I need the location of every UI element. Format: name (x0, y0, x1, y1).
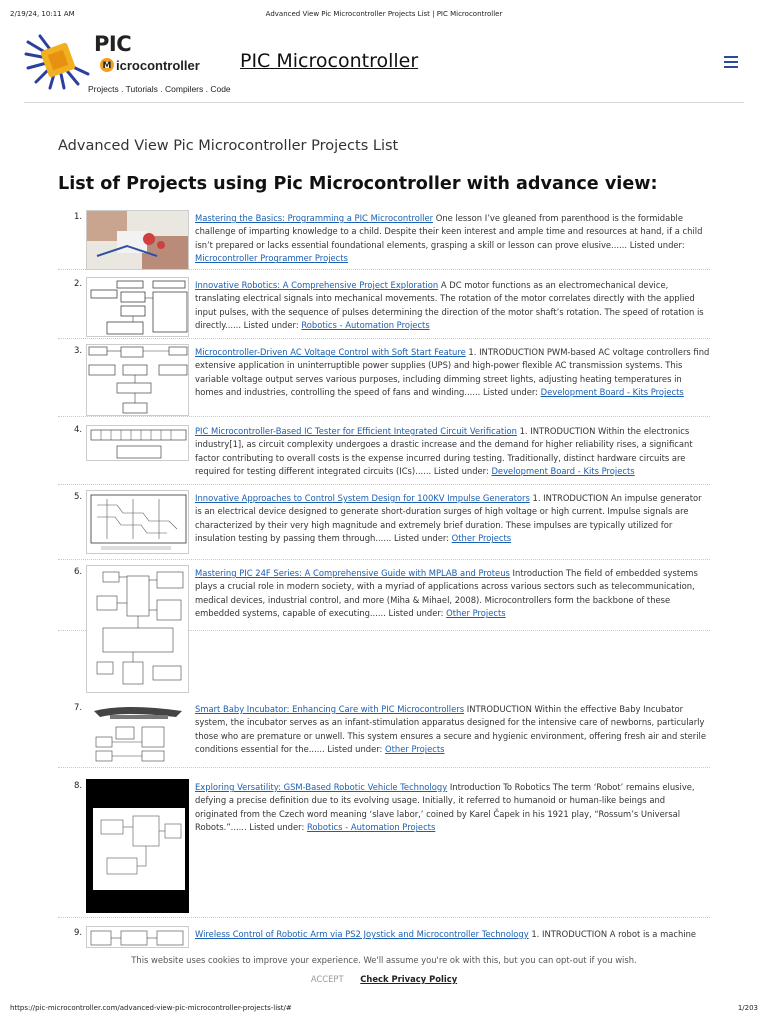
project-number: 7. (74, 703, 83, 713)
project-number: 4. (74, 425, 83, 435)
logo-tagline: Projects . Tutorials . Compilers . Code (88, 84, 231, 94)
project-summary (195, 425, 710, 479)
print-datetime: 2/19/24, 10:11 AM (10, 10, 75, 18)
logo-sun-icon (24, 32, 94, 90)
privacy-policy-link[interactable]: Check Privacy Policy (360, 974, 458, 984)
project-number: 1. (74, 212, 83, 222)
cookie-message: This website uses cookies to improve your experience. We'll assume you're ok with this, but you can opt-out if you wish. (131, 955, 637, 965)
project-summary (195, 928, 710, 941)
project-item (58, 703, 710, 768)
project-summary (195, 279, 710, 333)
project-title-link[interactable]: Innovative Robotics: A Comprehensive Project Exploration (195, 280, 439, 290)
project-category-link[interactable]: Other Projects (446, 608, 506, 619)
project-item (58, 928, 710, 950)
project-number: 3. (74, 346, 83, 356)
project-description: Introduction The field of embedded systems plays a crucial role in modern society, with a myriad of applications across various sectors such as telecommunication, medical devices, industrial control, and more (Miha & Mihael, 2008). Microcontrollers form the backbone of these embedded systems, capable of executing...... Listed under: (195, 568, 698, 619)
project-item (58, 212, 710, 270)
project-thumbnail[interactable] (86, 926, 189, 948)
project-category-link[interactable]: Development Board - Kits Projects (540, 387, 684, 398)
print-header (10, 10, 758, 22)
project-item (58, 425, 710, 485)
project-thumbnail[interactable] (86, 425, 189, 461)
list-heading: List of Projects using Pic Microcontroller with advance view: (58, 174, 658, 194)
project-summary (195, 346, 710, 400)
project-summary (195, 703, 710, 757)
hamburger-menu-icon[interactable] (724, 56, 738, 68)
project-thumbnail[interactable] (86, 210, 189, 270)
project-thumbnail[interactable] (86, 344, 189, 416)
project-number: 8. (74, 781, 83, 791)
logo-micro-text: icrocontroller (116, 58, 200, 73)
project-thumbnail[interactable] (86, 565, 189, 693)
project-description: One lesson I’ve gleaned from parenthood is the formidable challenge of imparting knowledge to a child. Despite their keen interest and ample time and resources at hand, if a child isn’t prepared or lacks essential foundational elements, grasping a skill or lesson can prove elusive...... Listed under: (195, 213, 703, 250)
project-description: Introduction To Robotics The term ‘Robot’ remains elusive, defying a precise definition due to its evolving usage. Initially, it referred to humanoid or human-like beings and originated from the Czech word meaning ‘slave labor,’ coined by Karel Čapek in his 1921 play, “Rossum’s Universal Robots.”...... Listed under: (195, 782, 695, 833)
print-page-number: 1/203 (737, 1004, 758, 1012)
project-category-link[interactable]: Robotics - Automation Projects (306, 822, 436, 833)
project-summary (195, 567, 710, 621)
project-item (58, 492, 710, 560)
project-summary (195, 492, 710, 546)
project-description: 1. INTRODUCTION PWM-based AC voltage controllers find extensive application in uninterruptible power supplies (UPS) and high-power flexible AC transmission systems. This variable voltage output serves various purposes, including dimming street lights, adjusting heating temperatures in homes and industries, controlling the speed of fans and winding...... Listed under: (195, 347, 710, 398)
cookie-consent-bar (0, 950, 768, 995)
project-title-link[interactable]: Innovative Approaches to Control System Design for 100KV Impulse Generators (195, 493, 530, 503)
svg-text:M: M (102, 61, 112, 71)
project-title-link[interactable]: Exploring Versatility: GSM-Based Robotic Vehicle Technology (195, 782, 448, 792)
project-category-link[interactable]: Other Projects (451, 533, 512, 544)
project-description: INTRODUCTION Within the effective Baby Incubator system, the incubator serves as an infant-stimulation apparatus designed for the intensive care of newborns, particularly those who are premature or unwell. This system ensures a secure and hygienic environment, offering fresh air and sterile conditions essential for the...... Listed under: (195, 704, 707, 755)
project-category-link[interactable]: Other Projects (385, 744, 445, 755)
project-item (58, 346, 710, 417)
project-item (58, 279, 710, 339)
project-category-link[interactable]: Development Board - Kits Projects (491, 466, 635, 477)
project-thumbnail[interactable] (86, 277, 189, 337)
project-number: 9. (74, 928, 83, 938)
print-footer (10, 1004, 758, 1016)
project-item (58, 781, 710, 918)
print-doc-title: Advanced View Pic Microcontroller Projects List | PIC Microcontroller (265, 10, 503, 18)
project-number: 5. (74, 492, 83, 502)
project-summary (195, 212, 710, 266)
project-thumbnail[interactable] (86, 701, 189, 765)
project-number: 2. (74, 279, 83, 289)
logo-gear-icon (98, 56, 116, 74)
cookie-accept-button[interactable]: ACCEPT (310, 974, 344, 984)
project-title-link[interactable]: Wireless Control of Robotic Arm via PS2 Joystick and Microcontroller Technology (195, 929, 529, 939)
site-logo[interactable] (24, 30, 234, 98)
project-description: 1. INTRODUCTION Within the electronics industry[1], as circuit complexity undergoes a drastic increase and the demand for higher reliability rises, a significant factor contributing to overall costs is the expense incurred during testing. Traditionally, distinct hardware circuits are required for testing different integrated circuits (ICs)...... Listed under: (195, 426, 693, 477)
project-title-link[interactable]: Mastering PIC 24F Series: A Comprehensive Guide with MPLAB and Proteus (195, 568, 510, 578)
project-title-link[interactable]: Microcontroller-Driven AC Voltage Control with Soft Start Feature (195, 347, 466, 357)
project-title-link[interactable]: Mastering the Basics: Programming a PIC Microcontroller (195, 213, 434, 223)
cookie-actions (0, 974, 768, 984)
project-title-link[interactable]: Smart Baby Incubator: Enhancing Care with PIC Microcontrollers (195, 704, 465, 714)
logo-pic-text: PIC (94, 32, 132, 56)
project-description: 1. INTRODUCTION A robot is a machine (528, 929, 697, 939)
print-url: https://pic-microcontroller.com/advanced-view-pic-microcontroller-projects-list/# (10, 1004, 292, 1012)
site-title-link[interactable]: PIC Microcontroller (240, 50, 419, 72)
project-thumbnail[interactable] (86, 490, 189, 554)
project-number: 6. (74, 567, 83, 577)
project-description: A DC motor functions as an electromechanical device, translating electrical signals into mechanical movements. The rotation of the motor correlates directly with the applied input pulses, with the sequence of pulses determining the direction of the motor shaft’s rotation. The speed of rotation is directly...... Listed under: (195, 280, 704, 331)
project-item (58, 567, 710, 631)
project-description: 1. INTRODUCTION An impulse generator is an electrical device designed to generate short-duration surges of high voltage or high current. Impulse signals are characterized by their very high magnitude and extremely brief duration. These impulses are typically utilized for insulation testing by passing them through...... Listed under: (195, 493, 702, 544)
project-summary (195, 781, 710, 835)
project-title-link[interactable]: PIC Microcontroller-Based IC Tester for Efficient Integrated Circuit Verification (195, 426, 517, 436)
project-category-link[interactable]: Robotics - Automation Projects (301, 320, 430, 331)
project-thumbnail[interactable] (86, 779, 189, 913)
page-title: Advanced View Pic Microcontroller Projects List (58, 138, 399, 154)
site-header (24, 28, 744, 103)
project-category-link[interactable]: Microcontroller Programmer Projects (195, 253, 348, 264)
